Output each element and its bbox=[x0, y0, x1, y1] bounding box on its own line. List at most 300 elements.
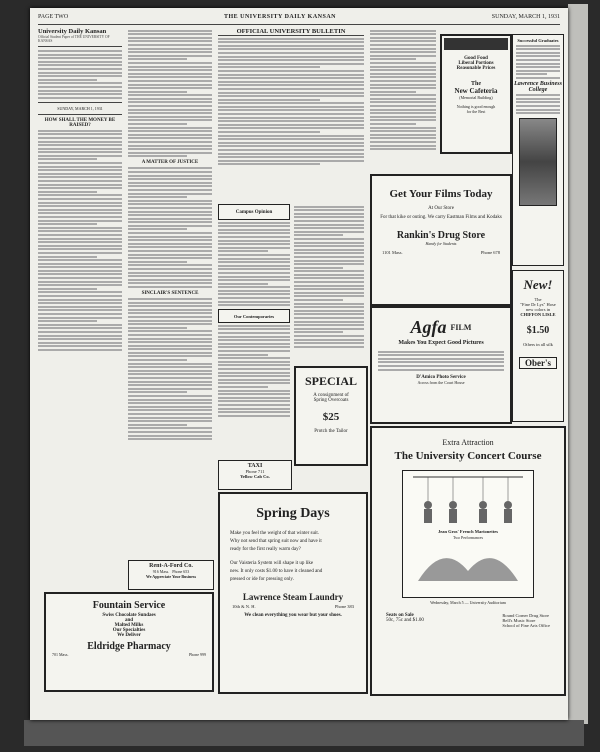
text-line bbox=[128, 182, 212, 184]
text-line bbox=[218, 243, 290, 245]
text-line bbox=[218, 149, 364, 151]
text-line bbox=[218, 88, 364, 90]
business-college-text-2 bbox=[513, 94, 563, 114]
cafeteria-banner bbox=[444, 38, 508, 50]
laundry-ad bbox=[218, 492, 368, 694]
text-line bbox=[218, 297, 290, 299]
text-line bbox=[294, 277, 364, 279]
concert-outlet-2: Bell's Music Store bbox=[502, 618, 536, 623]
text-line bbox=[128, 264, 212, 266]
text-line bbox=[294, 313, 364, 315]
text-line bbox=[218, 95, 364, 97]
text-line bbox=[128, 171, 212, 173]
fountain-line-3: Malted Milks bbox=[114, 623, 144, 628]
text-line bbox=[516, 109, 560, 111]
text-line bbox=[128, 330, 212, 332]
text-line bbox=[218, 325, 290, 327]
text-line bbox=[370, 116, 436, 118]
text-line bbox=[294, 285, 364, 287]
text-line bbox=[218, 225, 290, 227]
text-line bbox=[294, 295, 364, 297]
drug-store-headline: Get Your Films Today bbox=[389, 188, 493, 200]
text-line bbox=[218, 357, 290, 359]
editorial-headline-money: HOW SHALL THE MONEY BE RAISED? bbox=[44, 117, 116, 128]
column-editorial-2 bbox=[128, 28, 212, 588]
text-line bbox=[38, 338, 122, 340]
text-line bbox=[128, 338, 212, 340]
agfa-store-location: Across from the Court House bbox=[417, 380, 465, 386]
text-line bbox=[128, 127, 212, 129]
text-line bbox=[218, 375, 290, 377]
text-line bbox=[128, 228, 187, 230]
text-line bbox=[516, 66, 560, 68]
news-text-2 bbox=[370, 30, 436, 151]
text-line bbox=[218, 272, 290, 274]
text-line bbox=[38, 273, 122, 275]
text-line bbox=[218, 232, 290, 234]
text-line bbox=[370, 80, 436, 82]
text-line bbox=[38, 61, 122, 63]
text-line bbox=[128, 91, 187, 93]
text-line bbox=[294, 346, 364, 348]
text-line bbox=[218, 131, 320, 133]
campus-opinion-heading-box bbox=[218, 204, 290, 220]
text-line bbox=[38, 245, 122, 247]
concert-outlet-3: School of Fine Arts Office bbox=[502, 623, 550, 628]
text-line bbox=[370, 105, 436, 107]
text-line bbox=[378, 358, 504, 360]
text-line bbox=[128, 130, 212, 132]
scanner-bed bbox=[24, 720, 584, 746]
text-line bbox=[38, 68, 122, 70]
text-line bbox=[370, 109, 436, 111]
text-line bbox=[294, 274, 364, 276]
text-line bbox=[218, 386, 268, 388]
fountain-title: Fountain Service bbox=[92, 600, 166, 611]
text-line bbox=[38, 256, 97, 258]
text-line bbox=[516, 98, 560, 100]
text-line bbox=[38, 151, 122, 153]
text-line bbox=[38, 82, 122, 84]
text-line bbox=[38, 342, 122, 344]
text-line bbox=[218, 106, 364, 108]
rentaford-title: Rent-A-Ford Co. bbox=[149, 563, 193, 569]
text-line bbox=[218, 415, 290, 417]
text-line bbox=[370, 40, 436, 42]
laundry-phone: Phone 383 bbox=[334, 604, 354, 609]
rentaford-phone: Phone 653 bbox=[172, 569, 190, 574]
text-line bbox=[516, 112, 560, 114]
text-line bbox=[218, 84, 364, 86]
text-line bbox=[294, 288, 364, 290]
bulletin-text bbox=[218, 38, 364, 166]
text-line bbox=[38, 299, 122, 301]
text-line bbox=[370, 112, 436, 114]
text-line bbox=[218, 113, 364, 115]
text-line bbox=[38, 234, 122, 236]
text-line bbox=[38, 216, 122, 218]
text-line bbox=[370, 123, 416, 125]
text-line bbox=[218, 339, 290, 341]
text-line bbox=[516, 77, 560, 79]
text-line bbox=[370, 84, 436, 86]
laundry-tagline: We clean everything you wear but your shoes. bbox=[244, 613, 342, 618]
text-line bbox=[294, 242, 364, 244]
page-date: SUNDAY, MARCH 1, 1931 bbox=[491, 14, 560, 20]
text-line bbox=[370, 145, 436, 147]
business-college-name: Lawrence Business College bbox=[514, 80, 562, 93]
text-line bbox=[294, 281, 364, 283]
text-line bbox=[128, 80, 212, 82]
agfa-tagline: Makes You Expect Good Pictures bbox=[398, 340, 484, 346]
text-line bbox=[38, 130, 122, 132]
text-line bbox=[128, 366, 212, 368]
text-line bbox=[294, 263, 364, 265]
text-line bbox=[38, 241, 122, 243]
drug-store-line-3: We carry Eastman Films and Kodaks bbox=[427, 215, 502, 220]
campus-opinion bbox=[218, 204, 290, 454]
text-line bbox=[128, 309, 212, 311]
editorial-date: SUNDAY, MARCH 1, 1931 bbox=[57, 105, 103, 111]
text-line bbox=[370, 66, 436, 68]
text-line bbox=[218, 250, 268, 252]
text-line bbox=[370, 137, 436, 139]
text-line bbox=[294, 227, 364, 229]
text-line bbox=[38, 295, 122, 297]
drug-store-tagline: Handy for Students bbox=[425, 241, 457, 246]
special-ad bbox=[294, 366, 368, 466]
text-line bbox=[294, 256, 364, 258]
text-line bbox=[218, 332, 290, 334]
text-line bbox=[218, 74, 364, 76]
text-line bbox=[218, 261, 290, 263]
text-line bbox=[218, 38, 364, 40]
text-line bbox=[218, 92, 364, 94]
text-line bbox=[294, 328, 364, 330]
text-line bbox=[294, 206, 364, 208]
text-line bbox=[516, 70, 560, 72]
text-line bbox=[370, 76, 436, 78]
text-line bbox=[128, 261, 187, 263]
bulletin bbox=[218, 28, 364, 198]
laundry-headline: Spring Days bbox=[256, 506, 330, 521]
text-line bbox=[128, 101, 212, 103]
text-line bbox=[128, 388, 212, 390]
drug-store-ad bbox=[370, 174, 512, 306]
contemporaries-heading-box bbox=[218, 309, 290, 323]
text-line bbox=[218, 393, 290, 395]
text-line bbox=[294, 321, 364, 323]
text-line bbox=[128, 30, 212, 32]
text-line bbox=[38, 133, 122, 135]
text-line bbox=[294, 299, 343, 301]
text-line bbox=[38, 184, 122, 186]
text-line bbox=[370, 33, 436, 35]
concert-line-1: Jean Gros' French Marionettes bbox=[438, 529, 498, 534]
text-line bbox=[128, 69, 212, 71]
cafeteria-name: New Cafeteria bbox=[454, 87, 498, 95]
text-line bbox=[128, 148, 212, 150]
text-line bbox=[218, 279, 290, 281]
text-line bbox=[218, 364, 290, 366]
text-line bbox=[38, 198, 122, 200]
drug-store-phone: Phone 678 bbox=[480, 250, 500, 255]
text-line bbox=[128, 207, 212, 209]
business-college-heading: Successful Graduates bbox=[517, 38, 559, 43]
text-line bbox=[218, 390, 290, 392]
text-line bbox=[294, 342, 364, 344]
text-line bbox=[516, 55, 560, 57]
text-line bbox=[38, 90, 122, 92]
text-line bbox=[218, 124, 364, 126]
text-line bbox=[128, 377, 212, 379]
text-line bbox=[128, 298, 212, 300]
text-line bbox=[128, 185, 212, 187]
text-line bbox=[128, 214, 212, 216]
text-line bbox=[38, 169, 122, 171]
hosiery-ad bbox=[512, 270, 564, 422]
text-line bbox=[128, 391, 187, 393]
text-line bbox=[370, 130, 436, 132]
text-line bbox=[218, 400, 290, 402]
text-line bbox=[128, 316, 212, 318]
text-line bbox=[128, 417, 212, 419]
text-line bbox=[128, 334, 212, 336]
text-line bbox=[128, 275, 212, 277]
drug-store-address: 1101 Mass. bbox=[382, 250, 403, 255]
hosiery-price: $1.50 bbox=[526, 325, 550, 336]
text-line bbox=[128, 76, 212, 78]
text-line bbox=[218, 138, 364, 140]
text-line bbox=[218, 283, 268, 285]
text-line bbox=[370, 30, 436, 32]
rentaford-address: 916 Mass. bbox=[152, 569, 170, 574]
text-line bbox=[128, 105, 212, 107]
text-line bbox=[218, 56, 364, 58]
agfa-logo: Agfa bbox=[410, 316, 447, 337]
cafeteria-ad bbox=[440, 34, 512, 154]
text-line bbox=[370, 69, 436, 71]
text-line bbox=[128, 189, 212, 191]
fountain-ad bbox=[44, 592, 214, 692]
text-line bbox=[370, 101, 436, 103]
rentaford-tagline: We Appreciate Your Business bbox=[145, 574, 197, 579]
editorial-text-2 bbox=[128, 30, 212, 158]
text-line bbox=[128, 44, 212, 46]
text-line bbox=[370, 134, 436, 136]
text-line bbox=[218, 286, 290, 288]
text-line bbox=[516, 105, 560, 107]
text-line bbox=[128, 73, 212, 75]
text-line bbox=[128, 373, 212, 375]
text-line bbox=[516, 94, 560, 96]
text-line bbox=[218, 301, 290, 303]
text-line bbox=[516, 48, 560, 50]
text-line bbox=[218, 247, 290, 249]
text-line bbox=[370, 127, 436, 129]
text-line bbox=[218, 109, 364, 111]
text-line bbox=[128, 268, 212, 270]
text-line bbox=[294, 249, 364, 251]
text-line bbox=[38, 345, 122, 347]
text-line bbox=[38, 148, 122, 150]
text-line bbox=[38, 194, 122, 196]
text-line bbox=[38, 144, 122, 146]
text-line bbox=[294, 209, 364, 211]
text-line bbox=[38, 173, 122, 175]
agfa-text bbox=[372, 346, 510, 375]
text-line bbox=[294, 324, 364, 326]
text-line bbox=[38, 335, 122, 337]
text-line bbox=[128, 134, 212, 136]
text-line bbox=[128, 406, 212, 408]
contemporaries-heading: Our Contemporaries bbox=[233, 313, 275, 319]
text-line bbox=[218, 52, 364, 54]
text-line bbox=[218, 102, 364, 104]
text-line bbox=[218, 336, 290, 338]
text-line bbox=[128, 196, 187, 198]
text-line bbox=[218, 343, 290, 345]
text-line bbox=[128, 239, 212, 241]
fountain-pharmacy-name: Eldridge Pharmacy bbox=[87, 641, 171, 652]
text-line bbox=[294, 317, 364, 319]
text-line bbox=[38, 162, 122, 164]
editorial-text bbox=[38, 130, 122, 351]
text-line bbox=[218, 117, 364, 119]
text-line bbox=[218, 240, 290, 242]
text-line bbox=[218, 145, 364, 147]
hosiery-new: New! bbox=[523, 277, 553, 292]
text-line bbox=[38, 227, 122, 229]
text-line bbox=[38, 266, 122, 268]
text-line bbox=[128, 137, 212, 139]
text-line bbox=[38, 349, 122, 351]
text-line bbox=[128, 431, 212, 433]
text-line bbox=[128, 203, 212, 205]
text-line bbox=[294, 270, 364, 272]
text-line bbox=[294, 220, 364, 222]
paper-name: THE UNIVERSITY DAILY KANSAN bbox=[223, 14, 336, 20]
text-line bbox=[128, 37, 212, 39]
text-line bbox=[128, 435, 212, 437]
text-line bbox=[128, 409, 212, 411]
text-line bbox=[218, 276, 290, 278]
text-line bbox=[516, 52, 560, 54]
column-news bbox=[294, 204, 364, 362]
campus-opinion-text bbox=[218, 222, 290, 307]
text-line bbox=[38, 202, 122, 204]
text-line bbox=[128, 40, 212, 42]
text-line bbox=[218, 142, 364, 144]
taxi-company: Yellow Cab Co. bbox=[240, 474, 270, 479]
text-line bbox=[128, 218, 212, 220]
text-line bbox=[38, 180, 122, 182]
adjacent-page-edge bbox=[568, 4, 588, 724]
text-line bbox=[218, 408, 290, 410]
text-line bbox=[370, 62, 436, 64]
hosiery-line-4: CHIFFON LISLE bbox=[520, 312, 556, 317]
text-line bbox=[128, 200, 212, 202]
text-line bbox=[128, 112, 212, 114]
text-line bbox=[128, 178, 212, 180]
text-line bbox=[516, 101, 560, 103]
laundry-line-1: Make you feel the weight of that winter suit. bbox=[230, 531, 320, 536]
text-line bbox=[370, 91, 416, 93]
laundry-line-6: pressed or ide for pressing only. bbox=[230, 577, 294, 582]
text-line bbox=[128, 399, 212, 401]
column-news-2 bbox=[370, 28, 436, 168]
agfa-film-ad bbox=[370, 306, 512, 424]
agfa-store: D'Amico Photo Service bbox=[416, 375, 466, 381]
page-number: PAGE TWO bbox=[38, 14, 69, 20]
text-line bbox=[38, 252, 122, 254]
text-line bbox=[218, 361, 290, 363]
text-line bbox=[128, 257, 212, 259]
text-line bbox=[294, 213, 364, 215]
text-line bbox=[128, 155, 187, 157]
bulletin-title: OFFICIAL UNIVERSITY BULLETIN bbox=[218, 28, 364, 36]
text-line bbox=[128, 175, 212, 177]
text-line bbox=[516, 45, 560, 47]
text-line bbox=[218, 135, 364, 137]
text-line bbox=[128, 51, 212, 53]
text-line bbox=[128, 370, 212, 372]
text-line bbox=[218, 153, 364, 155]
text-line bbox=[128, 66, 212, 68]
text-line bbox=[128, 246, 212, 248]
text-line bbox=[128, 254, 212, 256]
text-line bbox=[218, 229, 290, 231]
text-line bbox=[38, 86, 122, 88]
business-college-ad bbox=[512, 34, 564, 266]
text-line bbox=[128, 348, 212, 350]
text-line bbox=[38, 54, 122, 56]
text-line bbox=[38, 75, 122, 77]
page-header bbox=[38, 14, 560, 25]
hosiery-line-5: Others in all silk bbox=[523, 342, 553, 347]
text-line bbox=[128, 402, 212, 404]
text-line bbox=[218, 160, 364, 162]
text-line bbox=[218, 372, 290, 374]
laundry-line-4: Our Vaisteria System will shape it up like bbox=[230, 561, 314, 566]
text-line bbox=[128, 312, 212, 314]
fountain-phone: Phone 999 bbox=[189, 652, 206, 657]
text-line bbox=[38, 64, 122, 66]
text-line bbox=[128, 355, 212, 357]
editorial-text-4 bbox=[128, 298, 212, 440]
text-line bbox=[294, 216, 364, 218]
text-line bbox=[128, 62, 212, 64]
text-line bbox=[218, 265, 290, 267]
laundry-line-2: Why not send that spring suit now and have it bbox=[230, 539, 322, 544]
text-line bbox=[294, 260, 364, 262]
masthead-title: University Daily Kansan bbox=[38, 28, 107, 35]
text-line bbox=[38, 79, 97, 81]
text-line bbox=[128, 243, 212, 245]
text-line bbox=[38, 309, 122, 311]
column-editorial bbox=[38, 28, 122, 588]
cafeteria-location: (Memorial Building) bbox=[459, 95, 493, 100]
text-line bbox=[294, 306, 364, 308]
text-line bbox=[218, 254, 290, 256]
text-line bbox=[370, 94, 436, 96]
text-line bbox=[128, 232, 212, 234]
text-line bbox=[38, 317, 122, 319]
text-line bbox=[128, 87, 212, 89]
text-line bbox=[38, 331, 122, 333]
text-line bbox=[38, 220, 122, 222]
text-line bbox=[218, 268, 290, 270]
